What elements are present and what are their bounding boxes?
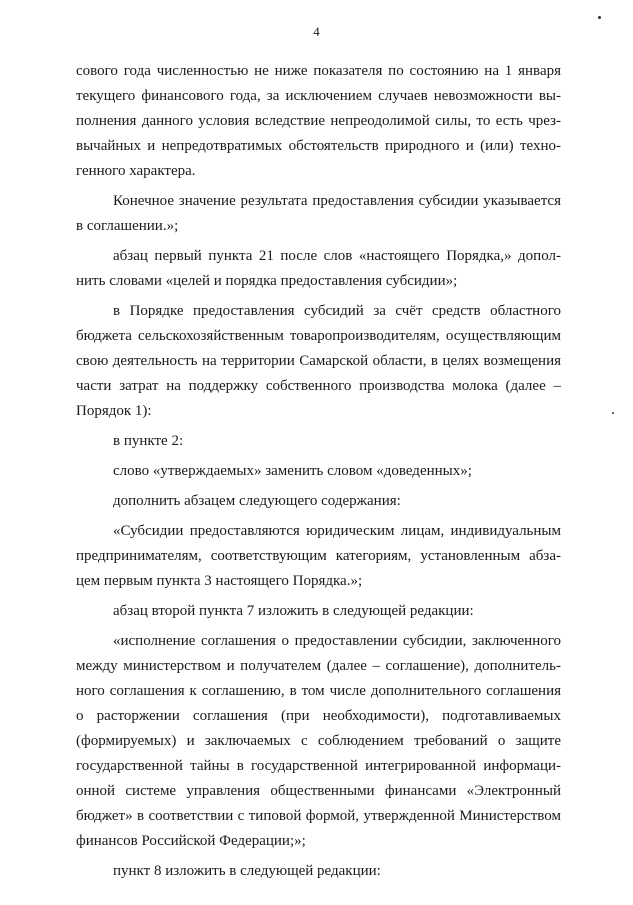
text-line: между министерством и получателем (далее – соглашение), дополнитель- <box>76 658 561 674</box>
text-line: Порядок 1): <box>76 403 152 419</box>
text-line: Конечное значение результата предоставления субсидии указывается <box>113 193 561 209</box>
page-number: 4 <box>313 24 320 39</box>
text-line: текущего финансового года, за исключением случаев невозможности вы- <box>76 88 561 104</box>
text-line: нить словами «целей и порядка предоставления субсидии»; <box>76 273 458 289</box>
text-line: в пункте 2: <box>113 433 184 449</box>
paragraph <box>76 459 561 484</box>
text-line: полнения данного условия вследствие непреодолимой силы, то есть чрез- <box>76 113 561 129</box>
text-line: о расторжении соглашения (при необходимости), подготавливаемых <box>76 708 561 724</box>
paragraph <box>76 489 561 514</box>
scan-speck <box>598 16 601 19</box>
text-line: абзац первый пункта 21 после слов «настоящего Порядка,» допол- <box>113 248 561 264</box>
paragraph <box>76 244 561 294</box>
paragraph <box>76 859 561 884</box>
text-line: цем первым пункта 3 настоящего Порядка.»; <box>76 573 363 589</box>
paragraph <box>76 629 561 854</box>
text-line: «исполнение соглашения о предоставлении субсидии, заключенного <box>113 633 561 649</box>
text-line: слово «утверждаемых» заменить словом «доведенных»; <box>113 463 472 479</box>
paragraph <box>76 429 561 454</box>
document-body <box>76 59 561 884</box>
scan-speck <box>612 412 614 414</box>
text-line: в соглашении.»; <box>76 218 179 234</box>
paragraph <box>76 59 561 184</box>
paragraph <box>76 599 561 624</box>
text-line: пункт 8 изложить в следующей редакции: <box>113 863 381 879</box>
paragraph <box>76 189 561 239</box>
paragraph <box>76 299 561 424</box>
paragraph <box>76 519 561 594</box>
text-line: дополнить абзацем следующего содержания: <box>113 493 401 509</box>
text-line: государственной тайны в государственной интегрированной информаци- <box>76 758 561 774</box>
text-line: части затрат на поддержку собственного производства молока (далее – <box>76 378 561 394</box>
text-line: бюджета сельскохозяйственным товаропроизводителям, осуществляющим <box>76 328 561 344</box>
text-line: генного характера. <box>76 163 196 179</box>
text-line: свою деятельность на территории Самарской области, в целях возмещения <box>76 353 561 369</box>
text-line: вычайных и непредотвратимых обстоятельств природного и (или) техно- <box>76 138 561 154</box>
text-line: онной системе управления общественными финансами «Электронный <box>76 783 561 799</box>
text-line: абзац второй пункта 7 изложить в следующей редакции: <box>113 603 474 619</box>
text-line: (формируемых) и заключаемых с соблюдением требований о защите <box>76 733 561 749</box>
text-line: сового года численностью не ниже показателя по состоянию на 1 января <box>76 63 561 79</box>
text-line: в Порядке предоставления субсидий за счёт средств областного <box>113 303 561 319</box>
text-line: финансов Российской Федерации;»; <box>76 833 306 849</box>
text-line: «Субсидии предоставляются юридическим лицам, индивидуальным <box>113 523 561 539</box>
text-line: предпринимателям, соответствующим категориям, установленным абза- <box>76 548 561 564</box>
text-line: бюджет» в соответствии с типовой формой, утвержденной Министерством <box>76 808 561 824</box>
text-line: ного соглашения к соглашению, в том числе дополнительного соглашения <box>76 683 561 699</box>
